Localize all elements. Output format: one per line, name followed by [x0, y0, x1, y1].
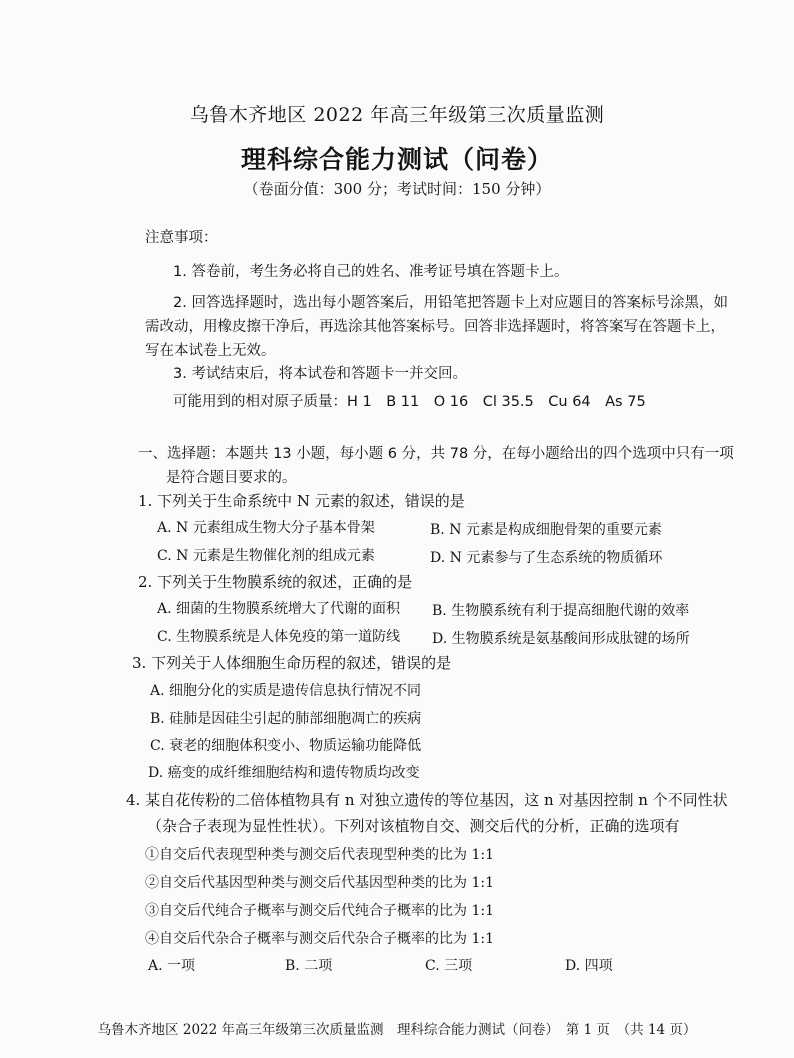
q2-option-d: D. 生物膜系统是氨基酸间形成肽键的场所: [432, 631, 690, 647]
notice-item-2-line-3: 写在本试卷上无效。: [145, 343, 276, 359]
page-footer: 乌鲁木齐地区 2022 年高三年级第三次质量监测 理科综合能力测试（问卷） 第 1 页 （共 14 页）: [97, 1022, 697, 1038]
q3-option-a: A. 细胞分化的实质是遗传信息执行情况不同: [150, 683, 422, 699]
q3-option-d: D. 癌变的成纤维细胞结构和遗传物质均改变: [148, 765, 420, 781]
q1-option-d: D. N 元素参与了生态系统的物质循环: [430, 550, 663, 566]
q4-option-a: A. 一项: [148, 958, 196, 974]
q4-statement-2: ②自交后代基因型种类与测交后代基因型种类的比为 1:1: [145, 875, 494, 891]
notice-item-2-line-1: 2. 回答选择题时，选出每小题答案后，用铅笔把答题卡上对应题目的答案标号涂黑，如: [173, 295, 728, 311]
q1-stem: 1. 下列关于生命系统中 N 元素的叙述，错误的是: [138, 492, 465, 510]
q2-stem: 2. 下列关于生物膜系统的叙述，正确的是: [138, 573, 413, 591]
q2-option-c: C. 生物膜系统是人体免疫的第一道防线: [157, 629, 401, 645]
q4-option-c: C. 三项: [425, 958, 473, 974]
q4-stem-line-2: （杂合子表现为显性性状）。下列对该植物自交、测交后代的分析，正确的选项有: [147, 817, 680, 835]
exam-title: 乌鲁木齐地区 2022 年高三年级第三次质量监测: [189, 104, 605, 126]
exam-meta: （卷面分值：300 分；考试时间：150 分钟）: [243, 180, 551, 198]
section-heading-line-1: 一、选择题：本题共 13 小题，每小题 6 分，共 78 分，在每小题给出的四个选项中只有一项: [138, 446, 734, 462]
notice-item-1: 1. 答卷前，考生务必将自己的姓名、准考证号填在答题卡上。: [173, 264, 569, 280]
notice-title: 注意事项：: [145, 230, 218, 246]
section-heading-line-2: 是符合题目要求的。: [166, 470, 297, 486]
notice-item-3: 3. 考试结束后，将本试卷和答题卡一并交回。: [173, 366, 467, 382]
q2-option-b: B. 生物膜系统有利于提高细胞代谢的效率: [432, 603, 690, 619]
q1-option-c: C. N 元素是生物催化剂的组成元素: [157, 548, 375, 564]
q3-option-c: C. 衰老的细胞体积变小、物质运输功能降低: [150, 738, 422, 754]
q3-stem: 3. 下列关于人体细胞生命历程的叙述，错误的是: [132, 654, 452, 672]
q4-stem-line-1: 4. 某自花传粉的二倍体植物具有 n 对独立遗传的等位基因，这 n 对基因控制 n 个不同性状: [126, 791, 728, 809]
q4-option-b: B. 二项: [285, 958, 333, 974]
q3-option-b: B. 硅肺是因硅尘引起的肺部细胞凋亡的疾病: [150, 711, 422, 727]
notice-item-2-line-2: 需改动，用橡皮擦干净后，再选涂其他答案标号。回答非选择题时，将答案写在答题卡上，: [145, 319, 725, 335]
q1-option-b: B. N 元素是构成细胞骨架的重要元素: [430, 522, 662, 538]
atomic-mass-line: 可能用到的相对原子质量：H 1 B 11 O 16 Cl 35.5 Cu 64 As 75: [173, 394, 646, 410]
subject-title: 理科综合能力测试（问卷）: [240, 145, 553, 174]
q1-option-a: A. N 元素组成生物大分子基本骨架: [157, 520, 375, 536]
q2-option-a: A. 细菌的生物膜系统增大了代谢的面积: [157, 601, 401, 617]
q4-option-d: D. 四项: [565, 958, 613, 974]
q4-statement-3: ③自交后代纯合子概率与测交后代纯合子概率的比为 1:1: [145, 903, 494, 919]
q4-statement-1: ①自交后代表现型种类与测交后代表现型种类的比为 1:1: [145, 847, 494, 863]
q4-statement-4: ④自交后代杂合子概率与测交后代杂合子概率的比为 1:1: [145, 931, 494, 947]
